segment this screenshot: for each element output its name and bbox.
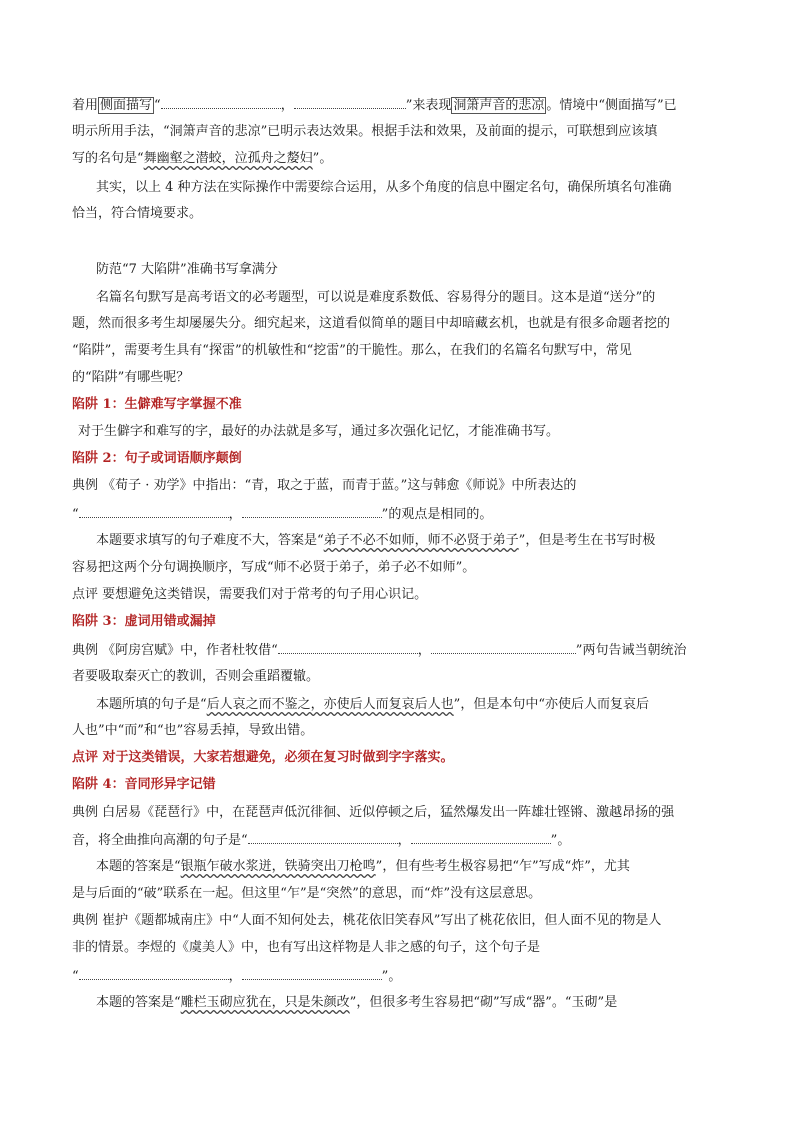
- paragraph-line: 本题的答案是“雕栏玉砌应犹在，只是朱颜改”，但很多考生容易把“砌”写成“器”。“玉砌”是: [96, 995, 618, 1010]
- fill-blank: [411, 832, 551, 844]
- fill-blank: [161, 97, 281, 109]
- paragraph-line: 对于生僻字和难写的字，最好的办法就是多写，通过多次强化记忆，才能准确书写。: [78, 424, 560, 439]
- example-line: 非的情景。李煜的《虞美人》中，也有写出这样物是人非之感的句子，这个句子是: [72, 940, 541, 955]
- paragraph-line: 人也”中“而”和“也”容易丢掉，导致出错。: [72, 723, 314, 738]
- example-line: 音，将全曲推向高潮的句子是“ ， ”。: [72, 833, 571, 848]
- trap-heading: 陷阱 2：句子或词语顺序颠倒: [72, 451, 242, 466]
- section-title: 防范“7 大陷阱”准确书写拿满分: [96, 262, 278, 277]
- paragraph-line: 是与后面的“破”联系在一起。但这里“乍”是“突然”的意思，而“炸”没有这层意思。: [72, 886, 542, 901]
- example-line: 典例 《阿房宫赋》中，作者杜牧借“ ， ”两句告诫当朝统治: [72, 643, 687, 658]
- answer-quote: 弟子不必不如师，师不必贤于弟子: [323, 533, 519, 548]
- answer-quote: 舞幽壑之潜蛟，泣孤舟之嫠妇: [143, 151, 313, 166]
- paragraph-line: 恰当，符合情境要求。: [72, 206, 203, 221]
- example-line: 典例 白居易《琵琶行》中，在琵琶声低沉徘徊、近似停顿之后，猛然爆发出一阵雄壮铿锵、激越昂扬的强: [72, 805, 675, 820]
- paragraph-line: 其实，以上 4 种方法在实际操作中需要综合运用，从多个角度的信息中圈定名句，确保所填名句准确: [96, 180, 672, 195]
- paragraph-line: 名篇名句默写是高考语文的必考题型，可以说是难度系数低、容易得分的题目。这本是道“送分”的: [96, 290, 656, 305]
- example-line: 典例 《荀子 · 劝学》中指出：“青，取之于蓝，而青于蓝。”这与韩愈《师说》中所表达的: [72, 478, 577, 493]
- fill-blank: [79, 506, 229, 518]
- comment-line: 点评 对于这类错误，大家若想避免，必须在复习时做到字字落实。: [72, 750, 454, 765]
- example-line: “ ， ”的观点是相同的。: [72, 507, 493, 522]
- fill-blank: [79, 968, 229, 980]
- example-line: “ ， ”。: [72, 969, 402, 984]
- answer-quote: 雕栏玉砌应犹在，只是朱颜改: [180, 995, 350, 1010]
- trap-heading: 陷阱 1：生僻难写字掌握不准: [72, 397, 242, 412]
- paragraph-line: 本题要求填写的句子难度不大，答案是“弟子不必不如师，师不必贤于弟子”，但是考生在书写时极: [96, 533, 656, 548]
- fill-blank: [242, 968, 382, 980]
- answer-quote: 银瓶乍破水浆迸，铁骑突出刀枪鸣: [180, 859, 376, 874]
- paragraph-line: 写的名句是“舞幽壑之潜蛟，泣孤舟之嫠妇”。: [72, 151, 333, 166]
- paragraph-line: 的“陷阱”有哪些呢？: [72, 370, 190, 385]
- boxed-term: 洞箫声音的悲凉: [453, 98, 545, 113]
- trap-heading: 陷阱 3：虚词用错或漏掉: [72, 614, 216, 629]
- paragraph-line: 本题所填的句子是“后人哀之而不鉴之，亦使后人而复哀后人也”，但是本句中“亦使后人而复哀后: [96, 697, 649, 712]
- paragraph-line: 题，然而很多考生却屡屡失分。细究起来，这道看似简单的题目中却暗藏玄机，也就是有很多命题者挖的: [72, 316, 671, 331]
- example-line: 典例 崔护《题都城南庄》中“人面不知何处去，桃花依旧笑春风”写出了桃花依旧，但人面不见的物是人: [72, 913, 662, 928]
- fill-blank: [242, 506, 382, 518]
- paragraph-line: “陷阱”，需要考生具有“探雷”的机敏性和“挖雷”的干脆性。那么，在我们的名篇名句默写中，常见: [72, 343, 632, 358]
- fill-blank: [278, 642, 418, 654]
- answer-quote: 后人哀之而不鉴之，亦使后人而复哀后人也: [206, 697, 454, 712]
- boxed-term: 侧面描写: [100, 98, 153, 113]
- paragraph-line: 本题的答案是“银瓶乍破水浆迸，铁骑突出刀枪鸣”，但有些考生极容易把“乍”写成“炸”，尤其: [96, 859, 630, 874]
- fill-blank: [248, 832, 398, 844]
- fill-blank: [431, 642, 576, 654]
- trap-heading: 陷阱 4：音同形异字记错: [72, 777, 216, 792]
- comment-line: 点评 要想避免这类错误，需要我们对于常考的句子用心识记。: [72, 587, 428, 602]
- fill-blank: [294, 97, 406, 109]
- paragraph-line: 着用 侧面描写 “ ， ”来表现 洞箫声音的悲凉 。情境中“侧面描写”已: [72, 98, 677, 113]
- paragraph-line: 明示所用手法，“洞箫声音的悲凉”已明示表达效果。根据手法和效果，及前面的提示，可联想到应该填: [72, 124, 658, 139]
- paragraph-line: 容易把这两个分句调换顺序，写成“师不必贤于弟子，弟子必不如师”。: [72, 560, 476, 575]
- example-line: 者要吸取秦灭亡的教训，否则会重蹈覆辙。: [72, 669, 320, 684]
